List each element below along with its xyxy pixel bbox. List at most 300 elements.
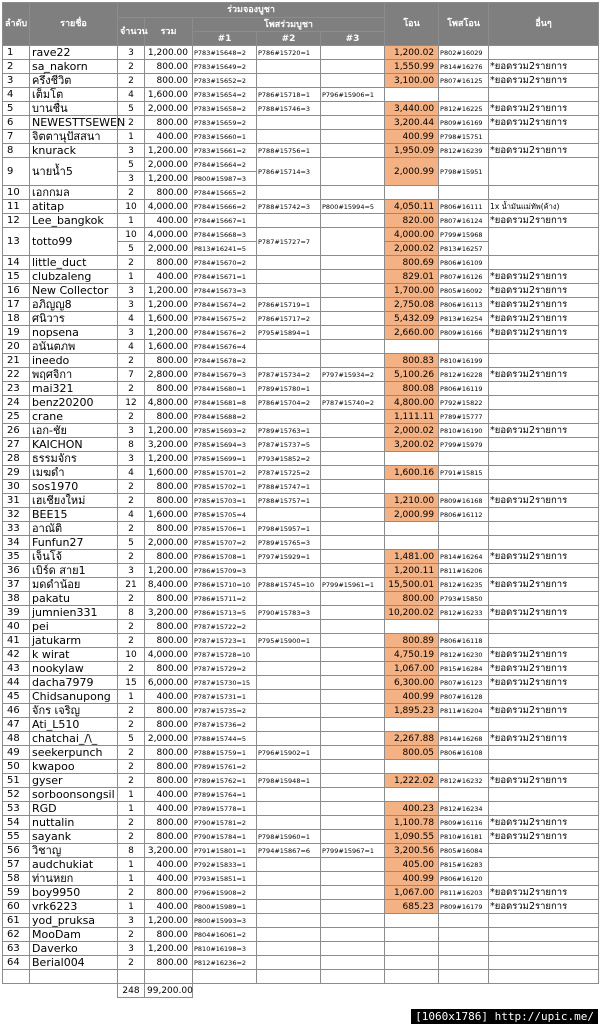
transfer-post-cell [439, 620, 489, 634]
name-cell: kwapoo [30, 760, 118, 774]
rank-cell: 8 [3, 144, 30, 158]
total-cell: 800.00 [145, 620, 193, 634]
parcel-2-cell: P795#15894=1 [257, 326, 321, 340]
table-row [3, 900, 599, 914]
name-cell: เอก-ชัย [30, 424, 118, 438]
parcel-1-cell: P796#15908=2 [193, 886, 257, 900]
transfer-amount-cell: 3,200.02 [385, 438, 439, 452]
qty-cell: 2 [118, 382, 145, 396]
parcel-2-cell [257, 130, 321, 144]
transfer-amount-cell: 1,210.00 [385, 494, 439, 508]
note-cell: *ยอดรวม2รายการ [489, 60, 599, 74]
total-cell: 1,600.00 [145, 340, 193, 354]
table-row [3, 844, 599, 858]
table-row [3, 284, 599, 298]
transfer-amount-cell: 1,222.02 [385, 774, 439, 788]
rank-cell: 41 [3, 634, 30, 648]
note-cell: *ยอดรวม2รายการ [489, 326, 599, 340]
transfer-amount-cell: 1,067.00 [385, 662, 439, 676]
note-cell [489, 620, 599, 634]
parcel-1-cell: P810#16198=3 [193, 942, 257, 956]
total-cell: 1,200.00 [145, 564, 193, 578]
parcel-2-cell: P787#15727=7 [257, 228, 321, 256]
total-cell: 400.00 [145, 802, 193, 816]
qty-cell: 3 [118, 284, 145, 298]
table-row [3, 144, 599, 158]
parcel-3-cell [321, 620, 385, 634]
rank-cell: 17 [3, 298, 30, 312]
parcel-2-cell: P798#15957=1 [257, 522, 321, 536]
rank-cell: 49 [3, 746, 30, 760]
rank-cell: 23 [3, 382, 30, 396]
parcel-2-cell [257, 270, 321, 284]
table-row [3, 312, 599, 326]
transfer-post-cell [439, 88, 489, 102]
qty-cell: 8 [118, 606, 145, 620]
total-cell: 800.00 [145, 886, 193, 900]
note-cell [489, 844, 599, 858]
total-amount-cell: 99,200.00 [145, 984, 193, 998]
name-cell: พฤศจิกา [30, 368, 118, 382]
total-cell: 800.00 [145, 550, 193, 564]
transfer-post-cell: P809#16169 [439, 116, 489, 130]
parcel-1-cell: P784#15679=3 [193, 368, 257, 382]
rank-cell: 27 [3, 438, 30, 452]
transfer-post-cell: P806#16113 [439, 298, 489, 312]
transfer-post-cell [439, 928, 489, 942]
transfer-post-cell: P806#16118 [439, 634, 489, 648]
parcel-1-cell: P783#15652=2 [193, 74, 257, 88]
rank-cell: 11 [3, 200, 30, 214]
parcel-1-cell: P785#15705=4 [193, 508, 257, 522]
parcel-3-cell [321, 186, 385, 200]
header-name: รายชื่อ [30, 3, 118, 46]
transfer-post-cell: P809#16166 [439, 326, 489, 340]
transfer-amount-cell: 1,700.00 [385, 284, 439, 298]
note-cell: *ยอดรวม2รายการ [489, 494, 599, 508]
name-cell: Berial004 [30, 956, 118, 970]
parcel-1-cell: P784#15668=3 [193, 228, 257, 242]
qty-cell: 3 [118, 452, 145, 466]
rank-cell: 38 [3, 592, 30, 606]
table-row [3, 606, 599, 620]
total-cell: 1,200.00 [145, 284, 193, 298]
table-row [3, 872, 599, 886]
note-cell: *ยอดรวม2รายการ [489, 732, 599, 746]
parcel-3-cell [321, 802, 385, 816]
table-row [3, 186, 599, 200]
note-cell [489, 396, 599, 410]
parcel-3-cell [321, 410, 385, 424]
note-cell: *ยอดรวม2รายการ [489, 774, 599, 788]
parcel-2-cell: P786#15719=1 [257, 298, 321, 312]
transfer-amount-cell: 2,750.08 [385, 298, 439, 312]
parcel-1-cell: P800#15993=3 [193, 914, 257, 928]
name-cell: เต็มโต [30, 88, 118, 102]
total-qty-cell: 248 [118, 984, 145, 998]
table-row [3, 480, 599, 494]
table-row [3, 746, 599, 760]
table-row [3, 522, 599, 536]
name-cell: นายน้ำ5 [30, 158, 118, 186]
parcel-2-cell [257, 214, 321, 228]
note-cell [489, 256, 599, 270]
parcel-2-cell [257, 620, 321, 634]
table-row [3, 46, 599, 60]
parcel-3-cell [321, 480, 385, 494]
transfer-post-cell: P813#16257 [439, 242, 489, 256]
name-cell: เบิร์ด สาย1 [30, 564, 118, 578]
parcel-3-cell: P796#15906=1 [321, 88, 385, 102]
transfer-amount-cell: 820.00 [385, 214, 439, 228]
name-cell: sayank [30, 830, 118, 844]
total-cell: 800.00 [145, 354, 193, 368]
qty-cell: 3 [118, 914, 145, 928]
name-cell: เอกกมล [30, 186, 118, 200]
transfer-amount-cell: 829.01 [385, 270, 439, 284]
qty-cell: 5 [118, 102, 145, 116]
parcel-1-cell: P784#15680=1 [193, 382, 257, 396]
name-cell: จักร เจริญ [30, 704, 118, 718]
transfer-post-cell: P798#15751 [439, 130, 489, 144]
qty-cell: 2 [118, 494, 145, 508]
note-cell: *ยอดรวม2รายการ [489, 284, 599, 298]
parcel-3-cell [321, 46, 385, 60]
total-cell: 800.00 [145, 718, 193, 732]
transfer-post-cell: P807#16124 [439, 214, 489, 228]
transfer-post-cell: P805#16084 [439, 844, 489, 858]
parcel-2-cell [257, 858, 321, 872]
name-cell: benz20200 [30, 396, 118, 410]
qty-cell: 2 [118, 522, 145, 536]
transfer-amount-cell: 400.99 [385, 690, 439, 704]
note-cell [489, 746, 599, 760]
table-row [3, 466, 599, 480]
rank-cell: 19 [3, 326, 30, 340]
parcel-2-cell [257, 914, 321, 928]
total-cell: 1,600.00 [145, 508, 193, 522]
transfer-amount-cell: 1,067.00 [385, 886, 439, 900]
rank-cell: 32 [3, 508, 30, 522]
parcel-2-cell: P787#15737=5 [257, 438, 321, 452]
rank-cell: 33 [3, 522, 30, 536]
name-cell: วิชาญ [30, 844, 118, 858]
name-cell: จิตตานุปัสสนา [30, 130, 118, 144]
parcel-1-cell: P785#15694=3 [193, 438, 257, 452]
header-rank: ลำดับ [3, 3, 30, 46]
parcel-3-cell [321, 522, 385, 536]
parcel-1-cell: P790#15781=2 [193, 816, 257, 830]
transfer-post-cell: P799#15968 [439, 228, 489, 242]
parcel-2-cell [257, 340, 321, 354]
parcel-3-cell: P797#15934=2 [321, 368, 385, 382]
qty-cell: 2 [118, 774, 145, 788]
transfer-amount-cell: 1,090.55 [385, 830, 439, 844]
parcel-3-cell [321, 256, 385, 270]
table-row [3, 508, 599, 522]
note-cell [489, 760, 599, 774]
total-cell: 1,600.00 [145, 466, 193, 480]
total-cell: 800.00 [145, 704, 193, 718]
qty-cell: 8 [118, 438, 145, 452]
parcel-1-cell: P783#15654=2 [193, 88, 257, 102]
transfer-post-cell: P814#16268 [439, 732, 489, 746]
parcel-1-cell: P813#16241=5 [193, 242, 257, 256]
transfer-post-cell [439, 452, 489, 466]
table-row [3, 214, 599, 228]
header-transfer: โอน [385, 3, 439, 46]
total-cell: 1,200.00 [145, 914, 193, 928]
transfer-amount-cell: 6,300.00 [385, 676, 439, 690]
total-cell: 1,200.00 [145, 942, 193, 956]
note-cell [489, 480, 599, 494]
qty-cell: 3 [118, 326, 145, 340]
transfer-post-cell: P812#16232 [439, 774, 489, 788]
name-cell: บานชื่น [30, 102, 118, 116]
parcel-3-cell: P799#15967=1 [321, 844, 385, 858]
parcel-3-cell [321, 74, 385, 88]
transfer-amount-cell: 2,000.02 [385, 424, 439, 438]
parcel-2-cell [257, 676, 321, 690]
qty-cell: 5 [118, 242, 145, 256]
transfer-amount-cell [385, 480, 439, 494]
name-cell: BEE15 [30, 508, 118, 522]
rank-cell: 14 [3, 256, 30, 270]
transfer-amount-cell: 800.69 [385, 256, 439, 270]
transfer-amount-cell: 5,432.09 [385, 312, 439, 326]
transfer-post-cell: P812#16230 [439, 648, 489, 662]
parcel-1-cell: P785#15706=1 [193, 522, 257, 536]
note-cell [489, 564, 599, 578]
parcel-1-cell: P790#15784=1 [193, 830, 257, 844]
qty-cell: 3 [118, 144, 145, 158]
parcel-1-cell: P784#15688=2 [193, 410, 257, 424]
qty-cell: 2 [118, 186, 145, 200]
transfer-post-cell: P810#16199 [439, 354, 489, 368]
table-row [3, 438, 599, 452]
parcel-1-cell: P783#15660=1 [193, 130, 257, 144]
parcel-1-cell: P785#15701=2 [193, 466, 257, 480]
total-cell: 1,200.00 [145, 46, 193, 60]
total-cell: 6,000.00 [145, 676, 193, 690]
table-row [3, 326, 599, 340]
note-cell: *ยอดรวม2รายการ [489, 116, 599, 130]
total-cell: 800.00 [145, 522, 193, 536]
transfer-post-cell: P812#16233 [439, 606, 489, 620]
parcel-2-cell [257, 872, 321, 886]
qty-cell: 2 [118, 60, 145, 74]
parcel-1-cell: P784#15664=2 [193, 158, 257, 172]
parcel-2-cell [257, 816, 321, 830]
transfer-post-cell: P793#15850 [439, 592, 489, 606]
note-cell: *ยอดรวม2รายการ [489, 312, 599, 326]
total-cell: 800.00 [145, 634, 193, 648]
parcel-2-cell [257, 354, 321, 368]
qty-cell: 1 [118, 690, 145, 704]
table-row [3, 564, 599, 578]
transfer-amount-cell [385, 942, 439, 956]
table-row [3, 74, 599, 88]
name-cell: dacha7979 [30, 676, 118, 690]
table-row [3, 354, 599, 368]
parcel-2-cell [257, 60, 321, 74]
rank-cell: 57 [3, 858, 30, 872]
note-cell: *ยอดรวม2รายการ [489, 662, 599, 676]
table-row [3, 256, 599, 270]
note-cell: *ยอดรวม2รายการ [489, 270, 599, 284]
transfer-post-cell [439, 536, 489, 550]
note-cell: *ยอดรวม2รายการ [489, 214, 599, 228]
qty-cell: 10 [118, 228, 145, 242]
note-cell [489, 466, 599, 480]
transfer-amount-cell: 400.23 [385, 802, 439, 816]
totals-blank [439, 984, 489, 998]
parcel-3-cell [321, 634, 385, 648]
qty-cell: 1 [118, 900, 145, 914]
header-p1: #1 [193, 32, 257, 46]
table-row [3, 410, 599, 424]
parcel-2-cell [257, 116, 321, 130]
transfer-post-cell: P813#16254 [439, 312, 489, 326]
parcel-2-cell [257, 704, 321, 718]
transfer-amount-cell [385, 788, 439, 802]
image-host-footer: [1060x1786] http://upic.me/ [411, 1009, 598, 1024]
name-cell: ธรรมจักร [30, 452, 118, 466]
transfer-post-cell: P809#16179 [439, 900, 489, 914]
parcel-3-cell [321, 214, 385, 228]
parcel-3-cell [321, 550, 385, 564]
note-cell: *ยอดรวม2รายการ [489, 298, 599, 312]
transfer-post-cell: P814#16264 [439, 550, 489, 564]
header-total: รวม [145, 18, 193, 46]
totals-blank [321, 984, 385, 998]
note-cell [489, 928, 599, 942]
header-other: อื่นๆ [489, 3, 599, 46]
parcel-2-cell [257, 802, 321, 816]
note-cell [489, 382, 599, 396]
name-cell: เมฆดำ [30, 466, 118, 480]
name-cell: nopsena [30, 326, 118, 340]
transfer-post-cell [439, 340, 489, 354]
parcel-3-cell [321, 60, 385, 74]
total-cell: 1,200.00 [145, 326, 193, 340]
qty-cell: 2 [118, 704, 145, 718]
spacer-cell [145, 970, 193, 984]
table-row [3, 368, 599, 382]
total-cell: 2,000.00 [145, 536, 193, 550]
qty-cell: 2 [118, 746, 145, 760]
total-cell: 400.00 [145, 130, 193, 144]
rank-cell: 16 [3, 284, 30, 298]
rank-cell: 35 [3, 550, 30, 564]
table-row [3, 704, 599, 718]
transfer-post-cell: P812#16228 [439, 368, 489, 382]
parcel-2-cell [257, 732, 321, 746]
note-cell [489, 592, 599, 606]
qty-cell: 3 [118, 298, 145, 312]
header-p2: #2 [257, 32, 321, 46]
parcel-3-cell [321, 536, 385, 550]
note-cell [489, 718, 599, 732]
total-cell: 1,200.00 [145, 144, 193, 158]
name-cell: jumnien331 [30, 606, 118, 620]
transfer-amount-cell [385, 620, 439, 634]
rank-cell: 24 [3, 396, 30, 410]
name-cell: ศนิวาร [30, 312, 118, 326]
name-cell: chatchai_/\_ [30, 732, 118, 746]
qty-cell: 3 [118, 46, 145, 60]
transfer-amount-cell: 4,050.11 [385, 200, 439, 214]
rank-cell: 40 [3, 620, 30, 634]
name-cell: yod_pruksa [30, 914, 118, 928]
parcel-3-cell [321, 746, 385, 760]
parcel-3-cell [321, 760, 385, 774]
transfer-amount-cell: 1,200.02 [385, 46, 439, 60]
spacer-cell [30, 970, 118, 984]
note-cell [489, 690, 599, 704]
parcel-3-cell [321, 774, 385, 788]
name-cell: Funfun27 [30, 536, 118, 550]
rank-cell: 25 [3, 410, 30, 424]
parcel-3-cell [321, 858, 385, 872]
qty-cell: 7 [118, 368, 145, 382]
name-cell: knurack [30, 144, 118, 158]
parcel-1-cell: P787#15736=2 [193, 718, 257, 732]
transfer-amount-cell: 400.99 [385, 872, 439, 886]
total-cell: 800.00 [145, 410, 193, 424]
name-cell: gyser [30, 774, 118, 788]
spacer-row [3, 970, 599, 984]
totals-row [3, 984, 599, 998]
transfer-amount-cell: 15,500.01 [385, 578, 439, 592]
qty-cell: 10 [118, 648, 145, 662]
rank-cell: 7 [3, 130, 30, 144]
parcel-2-cell: P786#15718=1 [257, 88, 321, 102]
totals-blank [193, 984, 257, 998]
transfer-amount-cell: 1,950.09 [385, 144, 439, 158]
parcel-1-cell: P791#15801=1 [193, 844, 257, 858]
parcel-2-cell [257, 886, 321, 900]
parcel-1-cell: P784#15674=2 [193, 298, 257, 312]
note-cell [489, 914, 599, 928]
parcel-1-cell: P788#15759=1 [193, 746, 257, 760]
parcel-3-cell [321, 298, 385, 312]
transfer-amount-cell [385, 186, 439, 200]
transfer-post-cell: P798#15951 [439, 158, 489, 186]
transfer-amount-cell [385, 956, 439, 970]
note-cell: *ยอดรวม2รายการ [489, 102, 599, 116]
rank-cell: 12 [3, 214, 30, 228]
note-cell [489, 942, 599, 956]
parcel-1-cell: P792#15833=1 [193, 858, 257, 872]
parcel-1-cell: P787#15735=2 [193, 704, 257, 718]
total-cell: 3,200.00 [145, 606, 193, 620]
table-row [3, 592, 599, 606]
note-cell: *ยอดรวม2รายการ [489, 816, 599, 830]
parcel-2-cell: P788#15747=1 [257, 480, 321, 494]
transfer-amount-cell [385, 718, 439, 732]
parcel-1-cell: P800#15987=3 [193, 172, 257, 186]
parcel-3-cell [321, 690, 385, 704]
parcel-2-cell: P786#15704=2 [257, 396, 321, 410]
rank-cell: 63 [3, 942, 30, 956]
parcel-1-cell: P783#15658=2 [193, 102, 257, 116]
rank-cell: 64 [3, 956, 30, 970]
total-cell: 800.00 [145, 956, 193, 970]
parcel-1-cell: P785#15702=1 [193, 480, 257, 494]
rank-cell: 55 [3, 830, 30, 844]
transfer-post-cell: P807#16125 [439, 74, 489, 88]
